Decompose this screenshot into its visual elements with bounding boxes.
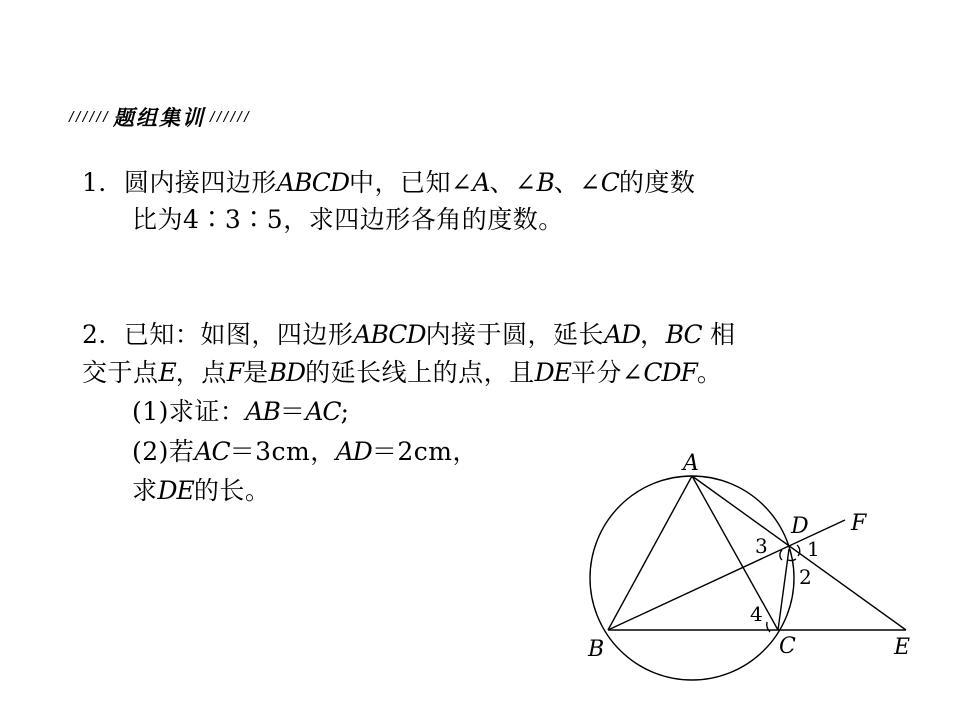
problem2-part3 <box>132 476 270 506</box>
math-variable: B <box>536 168 554 197</box>
math-variable: AB <box>245 397 280 426</box>
text-segment: 、∠ <box>489 168 537 197</box>
header-title: 题组集训 <box>112 106 205 130</box>
angle-mark-3 <box>780 550 782 560</box>
problem2-part2 <box>132 437 478 467</box>
text-segment: 内接于圆，延长 <box>425 320 604 349</box>
problem1-line1 <box>82 168 695 198</box>
text-segment: ＝3cm， <box>229 437 336 466</box>
text-segment: ，点 <box>175 358 227 387</box>
text-segment: 1．圆内接四边形 <box>82 168 277 197</box>
section-header <box>68 104 250 130</box>
text-segment: 平分∠ <box>570 358 644 387</box>
segment-DC <box>778 549 789 630</box>
problem1-line2: 比为4∶3∶5，求四边形各角的度数。 <box>132 205 564 234</box>
math-variable: AD <box>604 320 641 349</box>
math-variable: C <box>600 168 619 197</box>
text-segment: ＝2cm， <box>371 437 478 466</box>
segment-AB <box>608 476 692 630</box>
math-variable: AD <box>335 437 372 466</box>
angle-label-1: 1 <box>807 537 820 561</box>
header-decoration-right: ////// <box>208 109 250 125</box>
text-segment: 是 <box>243 358 269 387</box>
problem2-line1 <box>82 320 736 350</box>
math-variable: A <box>472 168 490 197</box>
text-segment: 相 <box>701 320 736 349</box>
math-variable: DE <box>157 476 194 505</box>
point-label-C: C <box>779 634 796 659</box>
header-decoration-left: ////// <box>68 109 109 125</box>
text-segment: ， <box>640 320 666 349</box>
point-label-D: D <box>791 514 809 539</box>
math-variable: F <box>226 358 244 387</box>
angle-label-2: 2 <box>799 565 812 589</box>
text-segment: ＝ <box>279 397 306 426</box>
text-segment: 的长。 <box>193 476 271 505</box>
text-segment: (2)若 <box>132 437 195 466</box>
math-variable: ABCD <box>276 168 349 197</box>
problem2-part1 <box>132 397 350 427</box>
angle-mark-1 <box>797 545 800 556</box>
text-segment: 。 <box>696 358 723 387</box>
math-variable: CDF <box>643 358 697 387</box>
math-variable: E <box>158 358 176 387</box>
text-segment: 、∠ <box>553 168 601 197</box>
math-variable: AC <box>305 397 341 426</box>
point-label-A: A <box>683 451 699 476</box>
text-segment: 中，已知∠ <box>348 168 473 197</box>
text-segment: (1)求证： <box>132 397 246 426</box>
point-label-F: F <box>851 511 867 536</box>
text-segment: 交于点 <box>82 358 159 387</box>
math-variable: AC <box>194 437 230 466</box>
point-label-B: B <box>588 637 605 662</box>
angle-label-3: 3 <box>755 534 768 558</box>
math-variable: BD <box>268 358 306 387</box>
math-variable: BC <box>665 320 702 349</box>
text-segment: 求 <box>132 476 158 505</box>
text-segment: 的度数 <box>618 168 696 197</box>
math-variable: ABCD <box>353 320 426 349</box>
figure-lines <box>590 476 906 680</box>
geometry-figure <box>570 440 930 690</box>
text-segment: ; <box>340 397 350 426</box>
circumscribed-circle <box>590 476 794 680</box>
point-label-E: E <box>894 635 911 660</box>
text-segment: 的延长线上的点，且 <box>305 358 535 387</box>
angle-label-4: 4 <box>750 602 763 626</box>
text-segment: 2．已知：如图，四边形 <box>82 320 354 349</box>
math-variable: DE <box>534 358 571 387</box>
problem2-line2 <box>82 358 722 388</box>
